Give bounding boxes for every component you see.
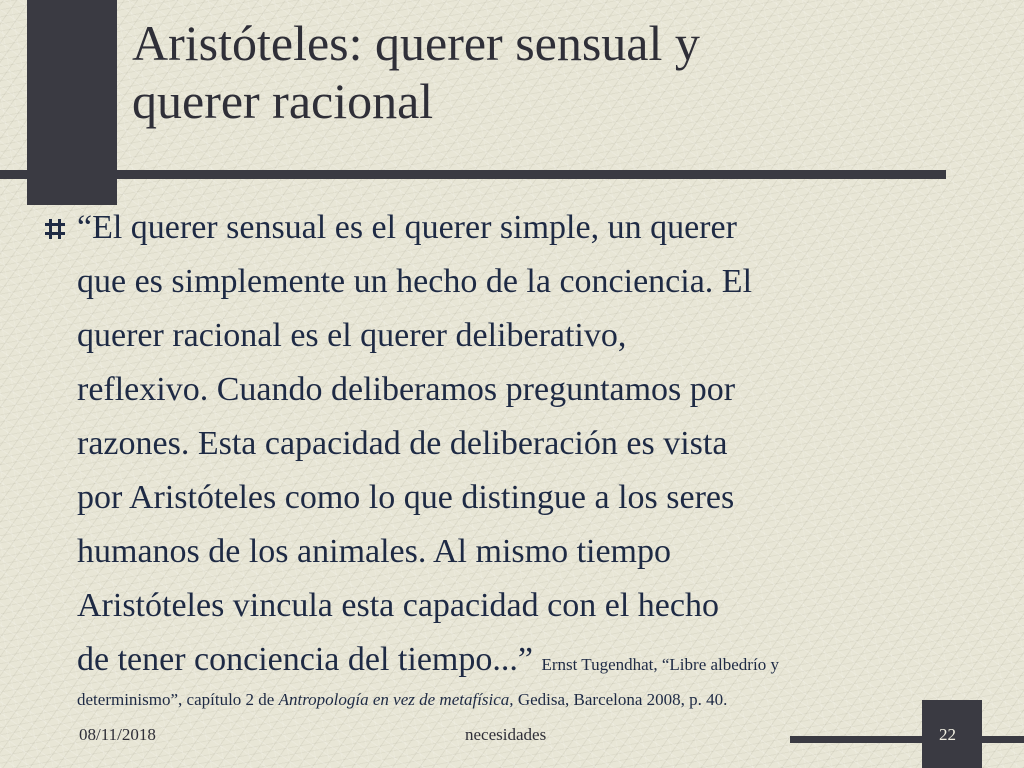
quote-last-line [77, 633, 987, 687]
quote-line: por Aristóteles como lo que distingue a los seres [77, 479, 735, 516]
title-line: Aristóteles: querer sensual y [132, 15, 700, 71]
quote-line: querer racional es el querer deliberativo, [77, 317, 627, 354]
hash-bullet-icon [45, 218, 65, 240]
citation-reference [77, 689, 727, 711]
slide-title [132, 14, 932, 130]
citation-text-end: Gedisa, Barcelona 2008, p. 40. [513, 690, 728, 709]
quote-line: reflexivo. Cuando deliberamos preguntamos por [77, 371, 736, 408]
footer-topic: necesidades [465, 725, 547, 744]
citation-book-title: Antropología en vez de metafísica, [278, 690, 514, 709]
quote-line: “El querer sensual es el querer simple, un querer [77, 209, 737, 246]
title-line: querer racional [132, 73, 434, 129]
quote-line: que es simplemente un hecho de la conciencia. El [77, 263, 753, 300]
citation-author: Ernst Tugendhat, “Libre albedrío y [541, 655, 779, 674]
page-number: 22 [939, 725, 956, 744]
citation-text-start: determinismo”, capítulo 2 de [77, 690, 279, 709]
quote-paragraph [77, 201, 987, 687]
quote-line: Aristóteles vincula esta capacidad con el hecho [77, 587, 719, 624]
quote-line: razones. Esta capacidad de deliberación es vista [77, 425, 728, 462]
footer-date: 08/11/2018 [79, 725, 156, 744]
footer-rule [790, 736, 1024, 743]
quote-line: de tener conciencia del tiempo...” [77, 641, 533, 678]
title-divider-rule [0, 170, 946, 179]
quote-line: humanos de los animales. Al mismo tiempo [77, 533, 672, 570]
